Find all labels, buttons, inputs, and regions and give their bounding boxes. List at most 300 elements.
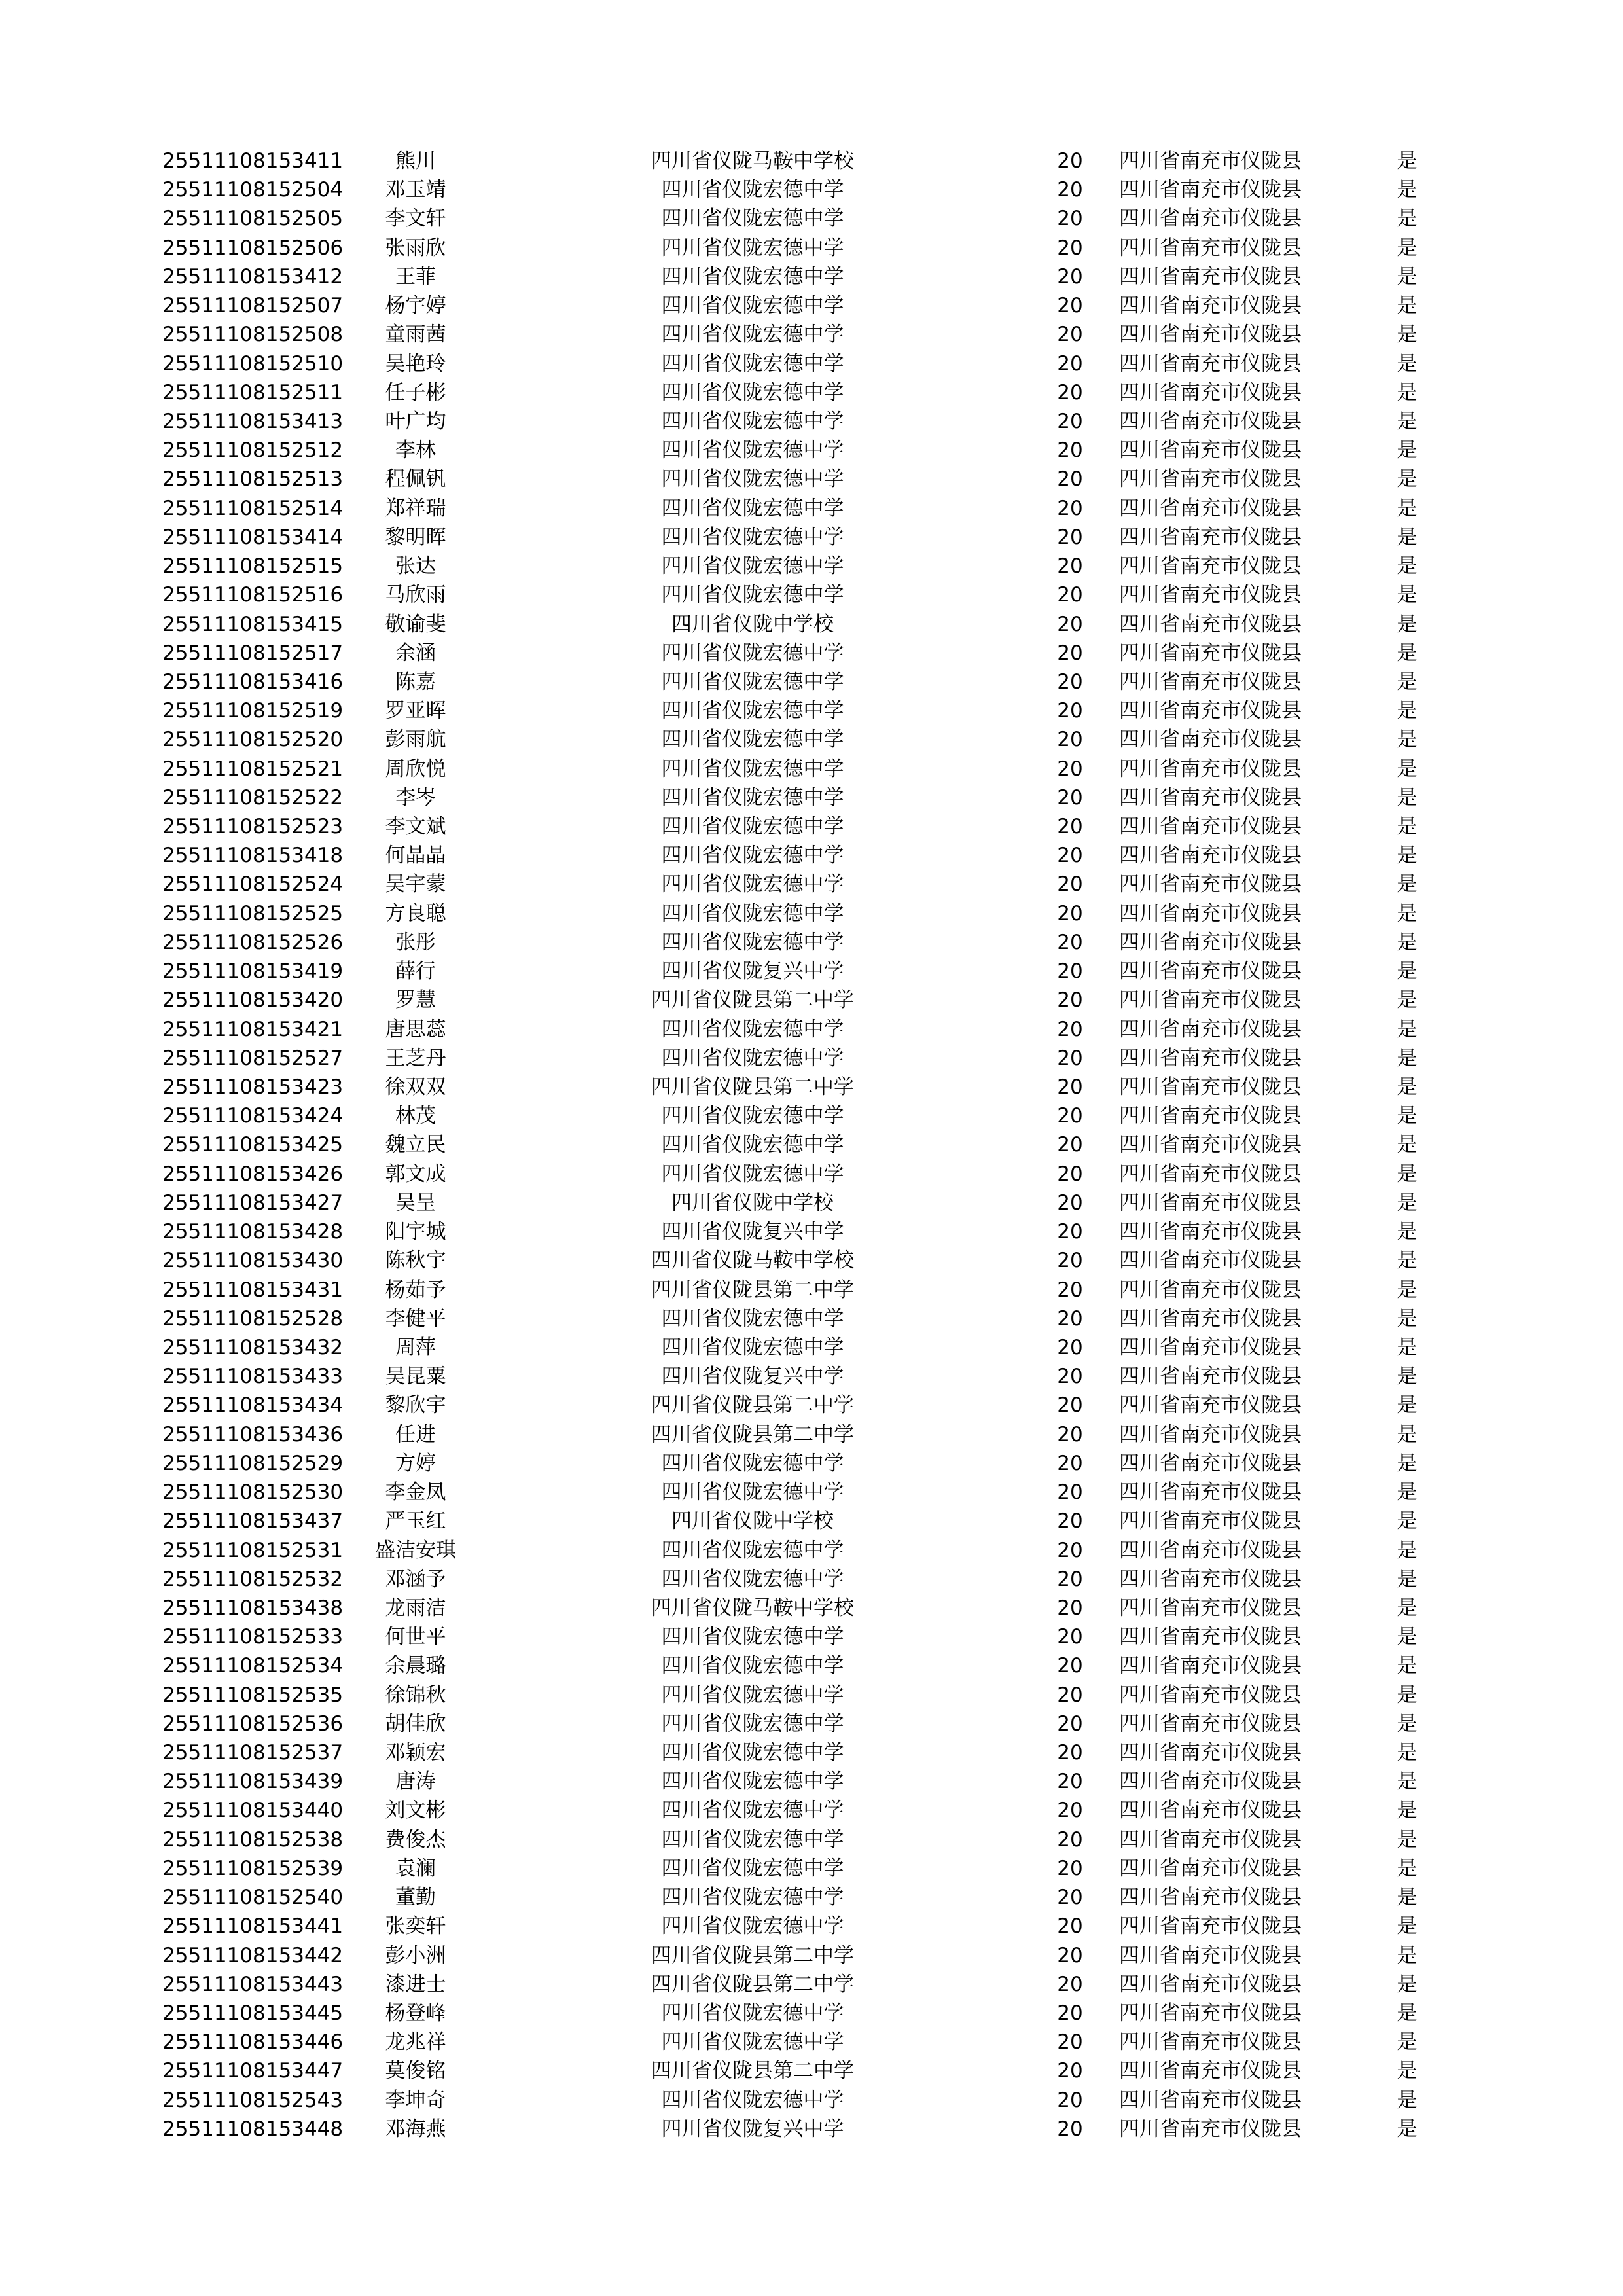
student-name-cell: 吴艳玲	[385, 351, 446, 376]
region-cell: 四川省南充市仪陇县	[1119, 1480, 1302, 1505]
school-cell: 四川省仪陇宏德中学	[661, 757, 844, 781]
student-name-cell: 杨登峰	[385, 2001, 446, 2025]
score-cell: 20	[1057, 207, 1083, 231]
table-row	[0, 1276, 1623, 1304]
score-cell: 20	[1057, 844, 1083, 868]
student-id-cell: 25511108153446	[162, 2030, 344, 2054]
student-name-cell: 王芝丹	[385, 1046, 446, 1070]
region-cell: 四川省南充市仪陇县	[1119, 1799, 1302, 1823]
student-id-cell: 25511108153441	[162, 1914, 344, 1939]
table-row	[0, 1912, 1623, 1941]
flag-cell: 是	[1397, 207, 1418, 231]
student-id-cell: 25511108152508	[162, 323, 344, 347]
student-name-cell: 吴宇蒙	[385, 872, 446, 897]
school-cell: 四川省仪陇宏德中学	[661, 641, 844, 665]
score-cell: 20	[1057, 728, 1083, 752]
table-row	[0, 1796, 1623, 1825]
score-cell: 20	[1057, 757, 1083, 781]
region-cell: 四川省南充市仪陇县	[1119, 236, 1302, 260]
student-name-cell: 魏立民	[385, 1133, 446, 1157]
region-cell: 四川省南充市仪陇县	[1119, 1683, 1302, 1707]
school-cell: 四川省仪陇宏德中学	[661, 1799, 844, 1823]
student-id-cell: 25511108153419	[162, 960, 344, 984]
region-cell: 四川省南充市仪陇县	[1119, 2117, 1302, 2141]
score-cell: 20	[1057, 930, 1083, 954]
student-id-cell: 25511108152529	[162, 1451, 344, 1475]
student-id-cell: 25511108153424	[162, 1104, 344, 1128]
region-cell: 四川省南充市仪陇县	[1119, 1712, 1302, 1736]
score-cell: 20	[1057, 1712, 1083, 1736]
student-id-cell: 25511108152519	[162, 699, 344, 723]
school-cell: 四川省仪陇宏德中学	[661, 901, 844, 925]
region-cell: 四川省南充市仪陇县	[1119, 380, 1302, 404]
table-row	[0, 1854, 1623, 1883]
flag-cell: 是	[1397, 1886, 1418, 1910]
student-name-cell: 漆进士	[385, 1972, 446, 1996]
region-cell: 四川省南充市仪陇县	[1119, 1133, 1302, 1157]
table-row	[0, 1044, 1623, 1073]
flag-cell: 是	[1397, 2030, 1418, 2054]
student-id-cell: 25511108153431	[162, 1278, 344, 1302]
table-row	[0, 2056, 1623, 2085]
student-id-cell: 25511108152538	[162, 1827, 344, 1852]
region-cell: 四川省南充市仪陇县	[1119, 1509, 1302, 1534]
student-name-cell: 彭雨航	[385, 728, 446, 752]
score-cell: 20	[1057, 1509, 1083, 1534]
student-name-cell: 任进	[395, 1422, 436, 1446]
region-cell: 四川省南充市仪陇县	[1119, 1249, 1302, 1273]
table-row	[0, 204, 1623, 233]
region-cell: 四川省南充市仪陇县	[1119, 1856, 1302, 1880]
student-id-cell: 25511108152537	[162, 1741, 344, 1765]
score-cell: 20	[1057, 670, 1083, 694]
student-name-cell: 邓玉靖	[385, 178, 446, 202]
region-cell: 四川省南充市仪陇县	[1119, 1827, 1302, 1852]
student-name-cell: 罗亚晖	[385, 699, 446, 723]
student-id-cell: 25511108152515	[162, 554, 344, 579]
flag-cell: 是	[1397, 467, 1418, 492]
school-cell: 四川省仪陇马鞍中学校	[651, 1596, 854, 1620]
table-row	[0, 957, 1623, 986]
table-row	[0, 1710, 1623, 1738]
table-row	[0, 436, 1623, 465]
student-name-cell: 唐涛	[395, 1770, 436, 1794]
flag-cell: 是	[1397, 1972, 1418, 1996]
region-cell: 四川省南充市仪陇县	[1119, 1365, 1302, 1389]
student-id-cell: 25511108152531	[162, 1538, 344, 1562]
school-cell: 四川省仪陇宏德中学	[661, 1133, 844, 1157]
school-cell: 四川省仪陇宏德中学	[661, 1712, 844, 1736]
region-cell: 四川省南充市仪陇县	[1119, 323, 1302, 347]
flag-cell: 是	[1397, 1162, 1418, 1186]
flag-cell: 是	[1397, 872, 1418, 897]
flag-cell: 是	[1397, 1306, 1418, 1331]
student-id-cell: 25511108153415	[162, 612, 344, 636]
table-row	[0, 1420, 1623, 1449]
score-cell: 20	[1057, 1827, 1083, 1852]
student-id-cell: 25511108152507	[162, 294, 344, 318]
student-id-cell: 25511108152521	[162, 757, 344, 781]
flag-cell: 是	[1397, 554, 1418, 579]
student-id-cell: 25511108152511	[162, 380, 344, 404]
student-name-cell: 任子彬	[385, 380, 446, 404]
school-cell: 四川省仪陇县第二中学	[651, 1422, 854, 1446]
student-id-cell: 25511108152540	[162, 1886, 344, 1910]
table-row	[0, 899, 1623, 928]
flag-cell: 是	[1397, 149, 1418, 173]
student-name-cell: 徐锦秋	[385, 1683, 446, 1707]
score-cell: 20	[1057, 1191, 1083, 1215]
student-name-cell: 林茂	[395, 1104, 436, 1128]
region-cell: 四川省南充市仪陇县	[1119, 207, 1302, 231]
flag-cell: 是	[1397, 323, 1418, 347]
student-name-cell: 严玉红	[385, 1509, 446, 1534]
flag-cell: 是	[1397, 1480, 1418, 1505]
student-name-cell: 程佩钒	[385, 467, 446, 492]
student-name-cell: 何晶晶	[385, 844, 446, 868]
flag-cell: 是	[1397, 1365, 1418, 1389]
score-cell: 20	[1057, 1943, 1083, 1967]
student-id-cell: 25511108152528	[162, 1306, 344, 1331]
student-id-cell: 25511108152525	[162, 901, 344, 925]
score-cell: 20	[1057, 988, 1083, 1013]
flag-cell: 是	[1397, 380, 1418, 404]
school-cell: 四川省仪陇宏德中学	[661, 380, 844, 404]
table-row	[0, 755, 1623, 783]
student-id-cell: 25511108153439	[162, 1770, 344, 1794]
student-name-cell: 余晨璐	[385, 1654, 446, 1678]
student-name-cell: 邓颖宏	[385, 1741, 446, 1765]
region-cell: 四川省南充市仪陇县	[1119, 757, 1302, 781]
student-name-cell: 熊川	[395, 149, 436, 173]
school-cell: 四川省仪陇宏德中学	[661, 1046, 844, 1070]
school-cell: 四川省仪陇宏德中学	[661, 699, 844, 723]
table-row	[0, 291, 1623, 320]
region-cell: 四川省南充市仪陇县	[1119, 1770, 1302, 1794]
school-cell: 四川省仪陇宏德中学	[661, 1886, 844, 1910]
table-row	[0, 1246, 1623, 1275]
student-name-cell: 方良聪	[385, 901, 446, 925]
school-cell: 四川省仪陇中学校	[671, 1191, 834, 1215]
region-cell: 四川省南充市仪陇县	[1119, 1335, 1302, 1359]
table-row	[0, 639, 1623, 668]
table-row	[0, 1767, 1623, 1796]
score-cell: 20	[1057, 439, 1083, 463]
table-row	[0, 552, 1623, 581]
flag-cell: 是	[1397, 1335, 1418, 1359]
flag-cell: 是	[1397, 2088, 1418, 2112]
flag-cell: 是	[1397, 699, 1418, 723]
flag-cell: 是	[1397, 583, 1418, 607]
student-name-cell: 周欣悦	[385, 757, 446, 781]
region-cell: 四川省南充市仪陇县	[1119, 525, 1302, 549]
flag-cell: 是	[1397, 1625, 1418, 1649]
school-cell: 四川省仪陇宏德中学	[661, 178, 844, 202]
student-id-cell: 25511108153433	[162, 1365, 344, 1389]
school-cell: 四川省仪陇中学校	[671, 1509, 834, 1534]
region-cell: 四川省南充市仪陇县	[1119, 583, 1302, 607]
student-name-cell: 费俊杰	[385, 1827, 446, 1852]
student-name-cell: 杨宇婷	[385, 294, 446, 318]
student-id-cell: 25511108152514	[162, 496, 344, 520]
table-row	[0, 407, 1623, 436]
region-cell: 四川省南充市仪陇县	[1119, 960, 1302, 984]
score-cell: 20	[1057, 1451, 1083, 1475]
region-cell: 四川省南充市仪陇县	[1119, 1596, 1302, 1620]
region-cell: 四川省南充市仪陇县	[1119, 264, 1302, 289]
student-id-cell: 25511108152530	[162, 1480, 344, 1505]
school-cell: 四川省仪陇复兴中学	[661, 1220, 844, 1244]
table-row	[0, 1102, 1623, 1130]
score-cell: 20	[1057, 1654, 1083, 1678]
table-row	[0, 986, 1623, 1014]
school-cell: 四川省仪陇宏德中学	[661, 525, 844, 549]
score-cell: 20	[1057, 1162, 1083, 1186]
table-row	[0, 1130, 1623, 1159]
flag-cell: 是	[1397, 1451, 1418, 1475]
score-cell: 20	[1057, 1278, 1083, 1302]
region-cell: 四川省南充市仪陇县	[1119, 1451, 1302, 1475]
score-cell: 20	[1057, 2059, 1083, 2083]
student-name-cell: 刘文彬	[385, 1799, 446, 1823]
score-cell: 20	[1057, 785, 1083, 810]
region-cell: 四川省南充市仪陇县	[1119, 670, 1302, 694]
student-name-cell: 黎欣宇	[385, 1393, 446, 1418]
student-name-cell: 张雨欣	[385, 236, 446, 260]
flag-cell: 是	[1397, 612, 1418, 636]
school-cell: 四川省仪陇宏德中学	[661, 1017, 844, 1041]
school-cell: 四川省仪陇宏德中学	[661, 844, 844, 868]
flag-cell: 是	[1397, 351, 1418, 376]
student-name-cell: 马欣雨	[385, 583, 446, 607]
student-id-cell: 25511108153428	[162, 1220, 344, 1244]
table-row	[0, 1681, 1623, 1710]
student-name-cell: 罗慧	[395, 988, 436, 1013]
student-name-cell: 方婷	[395, 1451, 436, 1475]
student-id-cell: 25511108152516	[162, 583, 344, 607]
flag-cell: 是	[1397, 439, 1418, 463]
flag-cell: 是	[1397, 1914, 1418, 1939]
student-name-cell: 敬谕斐	[385, 612, 446, 636]
table-row	[0, 668, 1623, 696]
region-cell: 四川省南充市仪陇县	[1119, 872, 1302, 897]
school-cell: 四川省仪陇宏德中学	[661, 1856, 844, 1880]
student-id-cell: 25511108153437	[162, 1509, 344, 1534]
region-cell: 四川省南充市仪陇县	[1119, 2059, 1302, 2083]
score-cell: 20	[1057, 467, 1083, 492]
student-id-cell: 25511108153426	[162, 1162, 344, 1186]
score-cell: 20	[1057, 1914, 1083, 1939]
score-cell: 20	[1057, 583, 1083, 607]
score-cell: 20	[1057, 2030, 1083, 2054]
flag-cell: 是	[1397, 844, 1418, 868]
score-cell: 20	[1057, 1683, 1083, 1707]
region-cell: 四川省南充市仪陇县	[1119, 351, 1302, 376]
student-id-cell: 25511108153414	[162, 525, 344, 549]
student-id-cell: 25511108152520	[162, 728, 344, 752]
school-cell: 四川省仪陇复兴中学	[661, 960, 844, 984]
school-cell: 四川省仪陇宏德中学	[661, 1741, 844, 1765]
table-row	[0, 378, 1623, 407]
table-row	[0, 1536, 1623, 1565]
score-cell: 20	[1057, 351, 1083, 376]
score-cell: 20	[1057, 409, 1083, 433]
student-id-cell: 25511108152526	[162, 930, 344, 954]
region-cell: 四川省南充市仪陇县	[1119, 178, 1302, 202]
region-cell: 四川省南充市仪陇县	[1119, 1943, 1302, 1967]
table-row	[0, 262, 1623, 291]
region-cell: 四川省南充市仪陇县	[1119, 2030, 1302, 2054]
student-name-cell: 邓海燕	[385, 2117, 446, 2141]
table-row	[0, 1073, 1623, 1102]
school-cell: 四川省仪陇县第二中学	[651, 1943, 854, 1967]
region-cell: 四川省南充市仪陇县	[1119, 1741, 1302, 1765]
student-id-cell: 25511108152522	[162, 785, 344, 810]
student-id-cell: 25511108153427	[162, 1191, 344, 1215]
region-cell: 四川省南充市仪陇县	[1119, 930, 1302, 954]
student-name-cell: 盛洁安琪	[375, 1538, 456, 1562]
student-id-cell: 25511108153411	[162, 149, 344, 173]
student-id-cell: 25511108152517	[162, 641, 344, 665]
region-cell: 四川省南充市仪陇县	[1119, 844, 1302, 868]
student-name-cell: 莫俊铭	[385, 2059, 446, 2083]
flag-cell: 是	[1397, 670, 1418, 694]
region-cell: 四川省南充市仪陇县	[1119, 554, 1302, 579]
student-id-cell: 25511108152536	[162, 1712, 344, 1736]
score-cell: 20	[1057, 1365, 1083, 1389]
score-cell: 20	[1057, 1799, 1083, 1823]
student-name-cell: 唐思蕊	[385, 1017, 446, 1041]
region-cell: 四川省南充市仪陇县	[1119, 409, 1302, 433]
table-row	[0, 1883, 1623, 1912]
score-cell: 20	[1057, 612, 1083, 636]
school-cell: 四川省仪陇县第二中学	[651, 2059, 854, 2083]
flag-cell: 是	[1397, 1075, 1418, 1099]
student-id-cell: 25511108153430	[162, 1249, 344, 1273]
score-cell: 20	[1057, 1856, 1083, 1880]
school-cell: 四川省仪陇县第二中学	[651, 1972, 854, 1996]
flag-cell: 是	[1397, 1509, 1418, 1534]
flag-cell: 是	[1397, 1827, 1418, 1852]
flag-cell: 是	[1397, 1191, 1418, 1215]
table-row	[0, 2028, 1623, 2056]
region-cell: 四川省南充市仪陇县	[1119, 815, 1302, 839]
score-cell: 20	[1057, 901, 1083, 925]
school-cell: 四川省仪陇宏德中学	[661, 930, 844, 954]
score-cell: 20	[1057, 1220, 1083, 1244]
flag-cell: 是	[1397, 1220, 1418, 1244]
school-cell: 四川省仪陇县第二中学	[651, 988, 854, 1013]
flag-cell: 是	[1397, 1943, 1418, 1967]
student-name-cell: 董勤	[395, 1886, 436, 1910]
school-cell: 四川省仪陇中学校	[671, 612, 834, 636]
score-cell: 20	[1057, 554, 1083, 579]
table-row	[0, 1941, 1623, 1970]
student-id-cell: 25511108152505	[162, 207, 344, 231]
score-cell: 20	[1057, 2001, 1083, 2025]
student-id-cell: 25511108152506	[162, 236, 344, 260]
student-name-cell: 张奕轩	[385, 1914, 446, 1939]
student-id-cell: 25511108153447	[162, 2059, 344, 2083]
region-cell: 四川省南充市仪陇县	[1119, 1278, 1302, 1302]
table-row	[0, 1015, 1623, 1044]
flag-cell: 是	[1397, 525, 1418, 549]
region-cell: 四川省南充市仪陇县	[1119, 2088, 1302, 2112]
score-cell: 20	[1057, 2088, 1083, 2112]
table-row	[0, 465, 1623, 493]
student-id-cell: 25511108153418	[162, 844, 344, 868]
student-id-cell: 25511108153413	[162, 409, 344, 433]
flag-cell: 是	[1397, 1422, 1418, 1446]
table-row	[0, 175, 1623, 204]
student-id-cell: 25511108153443	[162, 1972, 344, 1996]
region-cell: 四川省南充市仪陇县	[1119, 901, 1302, 925]
region-cell: 四川省南充市仪陇县	[1119, 2001, 1302, 2025]
score-cell: 20	[1057, 1596, 1083, 1620]
school-cell: 四川省仪陇复兴中学	[661, 2117, 844, 2141]
school-cell: 四川省仪陇县第二中学	[651, 1393, 854, 1418]
school-cell: 四川省仪陇宏德中学	[661, 1770, 844, 1794]
region-cell: 四川省南充市仪陇县	[1119, 1220, 1302, 1244]
student-id-cell: 25511108152512	[162, 439, 344, 463]
school-cell: 四川省仪陇宏德中学	[661, 351, 844, 376]
region-cell: 四川省南充市仪陇县	[1119, 1191, 1302, 1215]
student-id-cell: 25511108153436	[162, 1422, 344, 1446]
school-cell: 四川省仪陇宏德中学	[661, 1567, 844, 1591]
region-cell: 四川省南充市仪陇县	[1119, 612, 1302, 636]
student-id-cell: 25511108152533	[162, 1625, 344, 1649]
region-cell: 四川省南充市仪陇县	[1119, 1017, 1302, 1041]
score-cell: 20	[1057, 1306, 1083, 1331]
student-id-cell: 25511108153432	[162, 1335, 344, 1359]
school-cell: 四川省仪陇宏德中学	[661, 872, 844, 897]
school-cell: 四川省仪陇宏德中学	[661, 1914, 844, 1939]
school-cell: 四川省仪陇宏德中学	[661, 670, 844, 694]
school-cell: 四川省仪陇宏德中学	[661, 1625, 844, 1649]
region-cell: 四川省南充市仪陇县	[1119, 1567, 1302, 1591]
score-cell: 20	[1057, 1075, 1083, 1099]
region-cell: 四川省南充市仪陇县	[1119, 467, 1302, 492]
school-cell: 四川省仪陇宏德中学	[661, 815, 844, 839]
flag-cell: 是	[1397, 1683, 1418, 1707]
table-row	[0, 870, 1623, 899]
flag-cell: 是	[1397, 1538, 1418, 1562]
student-id-cell: 25511108152543	[162, 2088, 344, 2112]
score-cell: 20	[1057, 872, 1083, 897]
table-row	[0, 350, 1623, 378]
score-cell: 20	[1057, 294, 1083, 318]
flag-cell: 是	[1397, 236, 1418, 260]
region-cell: 四川省南充市仪陇县	[1119, 149, 1302, 173]
student-id-cell: 25511108153423	[162, 1075, 344, 1099]
table-row	[0, 1333, 1623, 1362]
flag-cell: 是	[1397, 1278, 1418, 1302]
score-cell: 20	[1057, 699, 1083, 723]
score-cell: 20	[1057, 380, 1083, 404]
score-cell: 20	[1057, 1133, 1083, 1157]
flag-cell: 是	[1397, 1133, 1418, 1157]
flag-cell: 是	[1397, 1712, 1418, 1736]
region-cell: 四川省南充市仪陇县	[1119, 1162, 1302, 1186]
student-name-cell: 薛行	[395, 960, 436, 984]
flag-cell: 是	[1397, 901, 1418, 925]
student-id-cell: 25511108152523	[162, 815, 344, 839]
flag-cell: 是	[1397, 1770, 1418, 1794]
student-id-cell: 25511108153440	[162, 1799, 344, 1823]
score-cell: 20	[1057, 1104, 1083, 1128]
school-cell: 四川省仪陇复兴中学	[661, 1365, 844, 1389]
region-cell: 四川省南充市仪陇县	[1119, 641, 1302, 665]
